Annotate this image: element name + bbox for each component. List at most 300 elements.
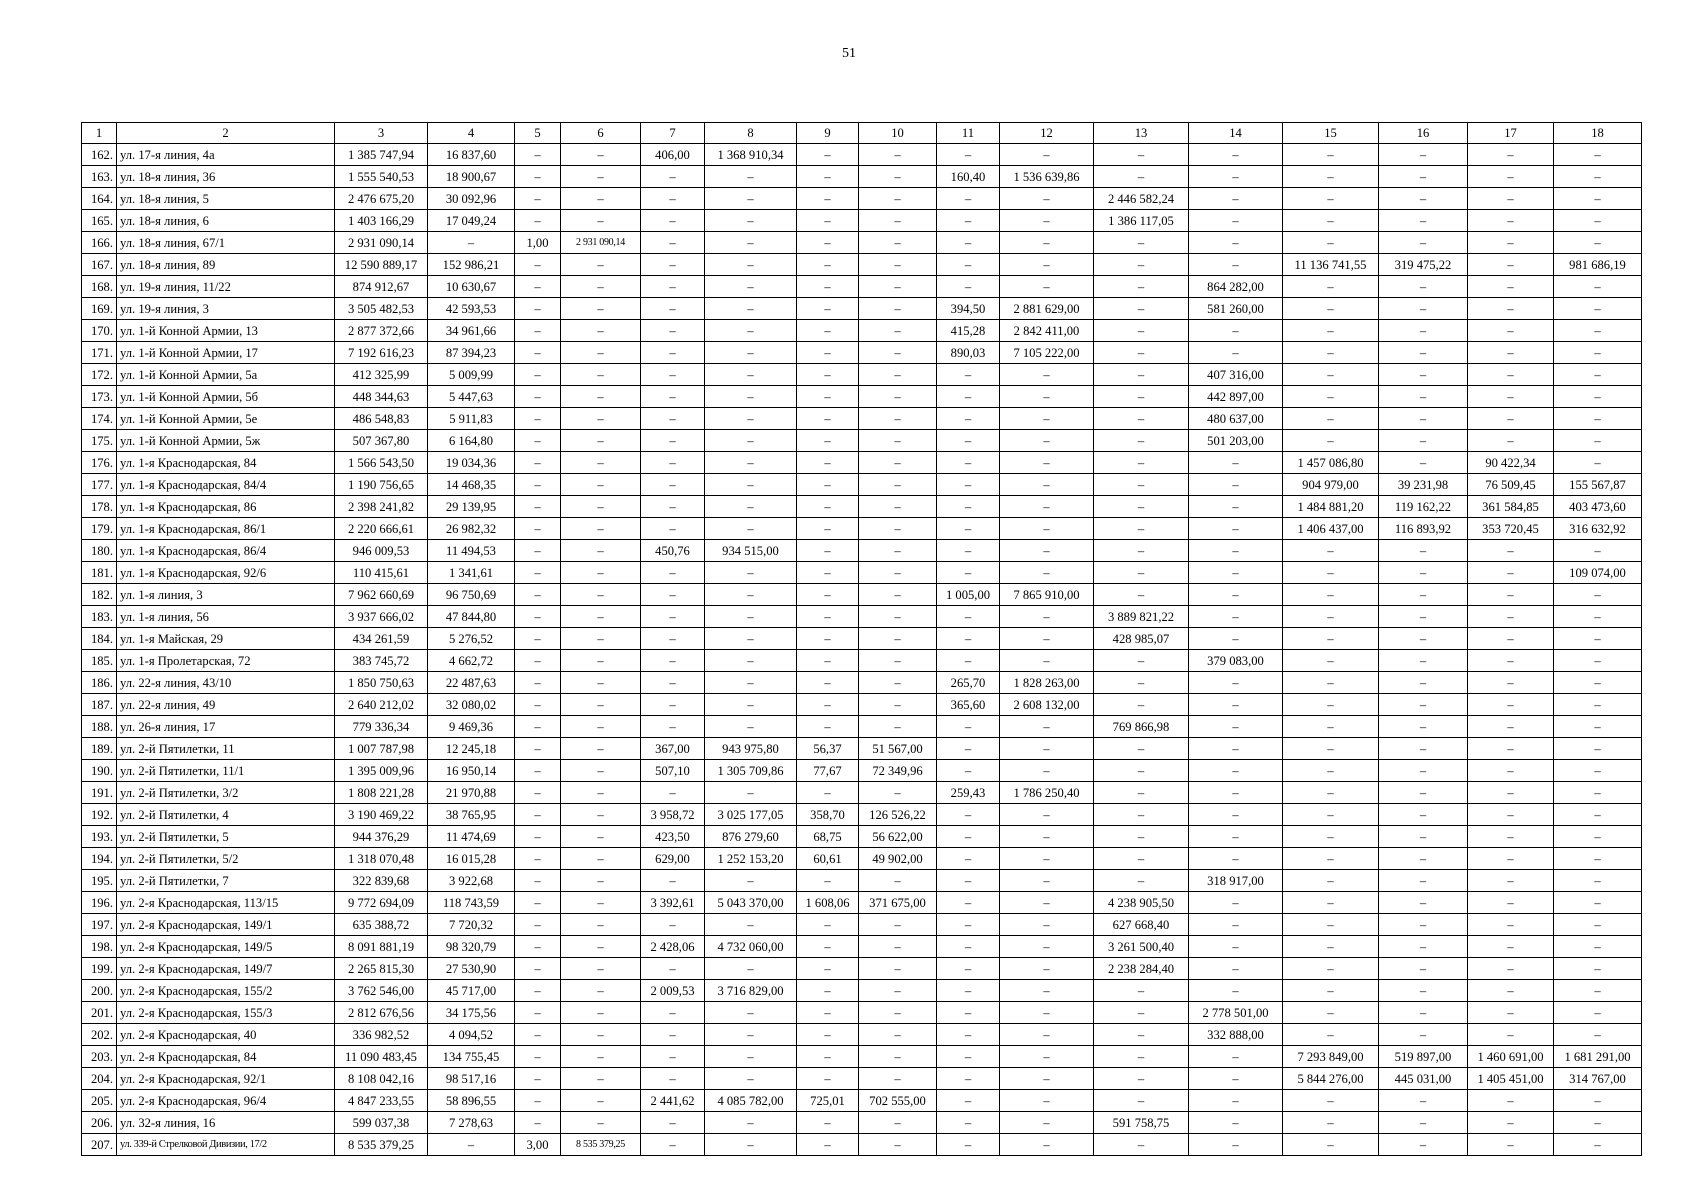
value-cell: 1 395 009,96	[335, 760, 428, 782]
value-cell: –	[515, 540, 561, 562]
value-cell: –	[561, 782, 641, 804]
value-cell: –	[1468, 650, 1554, 672]
value-cell: 12 590 889,17	[335, 254, 428, 276]
value-cell: –	[1094, 738, 1189, 760]
value-cell: –	[937, 716, 1000, 738]
value-cell: –	[1554, 430, 1642, 452]
value-cell: –	[561, 870, 641, 892]
value-cell: –	[1283, 386, 1379, 408]
value-cell: –	[937, 1134, 1000, 1156]
value-cell: –	[515, 1068, 561, 1090]
value-cell: 371 675,00	[859, 892, 937, 914]
value-cell: 318 917,00	[1189, 870, 1283, 892]
value-cell: –	[1189, 980, 1283, 1002]
value-cell: –	[1468, 364, 1554, 386]
table-row	[82, 870, 1642, 892]
value-cell: –	[1468, 1134, 1554, 1156]
value-cell: –	[859, 232, 937, 254]
value-cell: –	[1468, 232, 1554, 254]
row-number-cell: 164.	[82, 188, 117, 210]
value-cell: 3 922,68	[428, 870, 515, 892]
table-row	[82, 474, 1642, 496]
table-row	[82, 1090, 1642, 1112]
value-cell: 1 190 756,65	[335, 474, 428, 496]
row-number-cell: 201.	[82, 1002, 117, 1024]
value-cell: –	[1094, 1068, 1189, 1090]
value-cell: –	[1189, 540, 1283, 562]
value-cell: –	[705, 364, 797, 386]
value-cell: –	[515, 496, 561, 518]
value-cell: 3 392,61	[641, 892, 705, 914]
value-cell: –	[1283, 188, 1379, 210]
row-number-cell: 186.	[82, 672, 117, 694]
value-cell: 4 094,52	[428, 1024, 515, 1046]
value-cell: –	[797, 694, 859, 716]
value-cell: –	[797, 606, 859, 628]
value-cell: –	[641, 694, 705, 716]
value-cell: –	[641, 716, 705, 738]
row-number-cell: 196.	[82, 892, 117, 914]
value-cell: 3 505 482,53	[335, 298, 428, 320]
address-cell: ул. 2-я Краснодарская, 40	[117, 1024, 335, 1046]
value-cell: –	[1189, 738, 1283, 760]
value-cell: 450,76	[641, 540, 705, 562]
value-cell: –	[641, 914, 705, 936]
value-cell: –	[561, 738, 641, 760]
value-cell: –	[1379, 958, 1468, 980]
value-cell: –	[1000, 540, 1094, 562]
address-cell: ул. 1-я Краснодарская, 92/6	[117, 562, 335, 584]
value-cell: –	[1189, 188, 1283, 210]
value-cell: –	[1189, 254, 1283, 276]
value-cell: –	[705, 562, 797, 584]
value-cell: 2 398 241,82	[335, 496, 428, 518]
table-row	[82, 232, 1642, 254]
value-cell: –	[1379, 606, 1468, 628]
value-cell: –	[1379, 562, 1468, 584]
value-cell: –	[937, 1024, 1000, 1046]
value-cell: –	[1554, 584, 1642, 606]
value-cell: –	[428, 1134, 515, 1156]
value-cell: 403 473,60	[1554, 496, 1642, 518]
value-cell: –	[641, 364, 705, 386]
value-cell: –	[515, 518, 561, 540]
value-cell: –	[1283, 1002, 1379, 1024]
value-cell: –	[1554, 188, 1642, 210]
value-cell: –	[1283, 760, 1379, 782]
table-row	[82, 782, 1642, 804]
value-cell: –	[859, 518, 937, 540]
value-cell: –	[515, 914, 561, 936]
value-cell: –	[937, 386, 1000, 408]
value-cell: 353 720,45	[1468, 518, 1554, 540]
value-cell: –	[641, 298, 705, 320]
value-cell: 7 192 616,23	[335, 342, 428, 364]
row-number-cell: 180.	[82, 540, 117, 562]
value-cell: 49 902,00	[859, 848, 937, 870]
value-cell: –	[1000, 430, 1094, 452]
column-number: 15	[1283, 123, 1379, 144]
value-cell: –	[1189, 1090, 1283, 1112]
value-cell: 1 828 263,00	[1000, 672, 1094, 694]
value-cell: –	[937, 144, 1000, 166]
address-cell: ул. 2-я Краснодарская, 96/4	[117, 1090, 335, 1112]
value-cell: –	[859, 364, 937, 386]
value-cell: –	[561, 364, 641, 386]
address-cell: ул. 2-я Краснодарская, 149/7	[117, 958, 335, 980]
value-cell: 51 567,00	[859, 738, 937, 760]
value-cell: –	[428, 232, 515, 254]
row-number-cell: 165.	[82, 210, 117, 232]
value-cell: –	[859, 584, 937, 606]
value-cell: –	[1468, 870, 1554, 892]
value-cell: –	[1554, 1002, 1642, 1024]
value-cell: –	[1283, 980, 1379, 1002]
value-cell: 87 394,23	[428, 342, 515, 364]
value-cell: 8 091 881,19	[335, 936, 428, 958]
value-cell: 946 009,53	[335, 540, 428, 562]
value-cell: –	[1000, 606, 1094, 628]
value-cell: –	[561, 1002, 641, 1024]
value-cell: –	[859, 1134, 937, 1156]
value-cell: 7 865 910,00	[1000, 584, 1094, 606]
table-row	[82, 936, 1642, 958]
value-cell: –	[1094, 1090, 1189, 1112]
value-cell: –	[1554, 276, 1642, 298]
value-cell: 1 005,00	[937, 584, 1000, 606]
row-number-cell: 178.	[82, 496, 117, 518]
column-number: 10	[859, 123, 937, 144]
value-cell: 42 593,53	[428, 298, 515, 320]
row-number-cell: 171.	[82, 342, 117, 364]
value-cell: –	[797, 364, 859, 386]
value-cell: –	[641, 232, 705, 254]
value-cell: –	[937, 452, 1000, 474]
value-cell: 18 900,67	[428, 166, 515, 188]
address-cell: ул. 2-я Краснодарская, 155/3	[117, 1002, 335, 1024]
value-cell: –	[1554, 606, 1642, 628]
address-cell: ул. 2-я Краснодарская, 155/2	[117, 980, 335, 1002]
value-cell: –	[1094, 672, 1189, 694]
value-cell: –	[797, 562, 859, 584]
value-cell: –	[561, 650, 641, 672]
value-cell: –	[515, 1024, 561, 1046]
value-cell: –	[1468, 430, 1554, 452]
value-cell: 876 279,60	[705, 826, 797, 848]
value-cell: –	[1283, 364, 1379, 386]
value-cell: –	[1283, 628, 1379, 650]
value-cell: –	[859, 870, 937, 892]
value-cell: –	[1189, 672, 1283, 694]
value-cell: –	[1094, 342, 1189, 364]
value-cell: –	[797, 232, 859, 254]
row-number-cell: 205.	[82, 1090, 117, 1112]
value-cell: –	[561, 1046, 641, 1068]
value-cell: 29 139,95	[428, 496, 515, 518]
row-number-cell: 175.	[82, 430, 117, 452]
value-cell: –	[1468, 804, 1554, 826]
row-number-cell: 189.	[82, 738, 117, 760]
value-cell: –	[1468, 210, 1554, 232]
value-cell: –	[859, 320, 937, 342]
value-cell: 68,75	[797, 826, 859, 848]
value-cell: –	[561, 276, 641, 298]
value-cell: –	[515, 584, 561, 606]
value-cell: –	[561, 606, 641, 628]
value-cell: –	[859, 452, 937, 474]
value-cell: –	[705, 870, 797, 892]
value-cell: –	[797, 298, 859, 320]
value-cell: 890,03	[937, 342, 1000, 364]
value-cell: –	[1379, 276, 1468, 298]
value-cell: 2 812 676,56	[335, 1002, 428, 1024]
value-cell: –	[1283, 584, 1379, 606]
value-cell: –	[937, 914, 1000, 936]
value-cell: –	[1189, 496, 1283, 518]
value-cell: 76 509,45	[1468, 474, 1554, 496]
value-cell: 406,00	[641, 144, 705, 166]
value-cell: 412 325,99	[335, 364, 428, 386]
value-cell: 7 105 222,00	[1000, 342, 1094, 364]
column-number: 5	[515, 123, 561, 144]
row-number-cell: 182.	[82, 584, 117, 606]
value-cell: –	[561, 1090, 641, 1112]
address-cell: ул. 2-й Пятилетки, 11/1	[117, 760, 335, 782]
value-cell: –	[1468, 716, 1554, 738]
value-cell: –	[1000, 870, 1094, 892]
value-cell: –	[797, 650, 859, 672]
value-cell: 1 318 070,48	[335, 848, 428, 870]
value-cell: 19 034,36	[428, 452, 515, 474]
value-cell: –	[1189, 562, 1283, 584]
value-cell: –	[1094, 254, 1189, 276]
value-cell: –	[1000, 1134, 1094, 1156]
value-cell: –	[1379, 452, 1468, 474]
value-cell: 3 937 666,02	[335, 606, 428, 628]
value-cell: –	[561, 210, 641, 232]
value-cell: –	[797, 276, 859, 298]
value-cell: –	[937, 232, 1000, 254]
value-cell: 116 893,92	[1379, 518, 1468, 540]
value-cell: –	[1379, 936, 1468, 958]
value-cell: 119 162,22	[1379, 496, 1468, 518]
value-cell: –	[1554, 452, 1642, 474]
value-cell: –	[561, 474, 641, 496]
table-row	[82, 540, 1642, 562]
table-row	[82, 606, 1642, 628]
address-cell: ул. 2-я Краснодарская, 113/15	[117, 892, 335, 914]
value-cell: –	[1379, 232, 1468, 254]
value-cell: 56,37	[797, 738, 859, 760]
value-cell: –	[1283, 210, 1379, 232]
value-cell: –	[515, 452, 561, 474]
value-cell: –	[705, 386, 797, 408]
value-cell: 109 074,00	[1554, 562, 1642, 584]
value-cell: 60,61	[797, 848, 859, 870]
address-cell: ул. 1-я линия, 3	[117, 584, 335, 606]
value-cell: –	[1468, 958, 1554, 980]
value-cell: –	[515, 188, 561, 210]
value-cell: –	[859, 386, 937, 408]
value-cell: 155 567,87	[1554, 474, 1642, 496]
address-cell: ул. 339-й Стрелковой Дивизии, 17/2	[117, 1134, 335, 1156]
value-cell: –	[1468, 782, 1554, 804]
row-number-cell: 200.	[82, 980, 117, 1002]
value-cell: –	[1468, 672, 1554, 694]
value-cell: 3 958,72	[641, 804, 705, 826]
value-cell: –	[1554, 716, 1642, 738]
address-cell: ул. 1-я Майская, 29	[117, 628, 335, 650]
value-cell: 2 608 132,00	[1000, 694, 1094, 716]
value-cell: –	[1468, 760, 1554, 782]
value-cell: 501 203,00	[1189, 430, 1283, 452]
table-row	[82, 1068, 1642, 1090]
table-row	[82, 518, 1642, 540]
value-cell: –	[1379, 694, 1468, 716]
value-cell: 3 025 177,05	[705, 804, 797, 826]
value-cell: –	[1554, 892, 1642, 914]
value-cell: 4 662,72	[428, 650, 515, 672]
value-cell: 5 911,83	[428, 408, 515, 430]
table-row	[82, 892, 1642, 914]
table-row	[82, 1112, 1642, 1134]
value-cell: –	[1000, 760, 1094, 782]
value-cell: 11 136 741,55	[1283, 254, 1379, 276]
value-cell: –	[1000, 364, 1094, 386]
value-cell: –	[1094, 540, 1189, 562]
value-cell: –	[1283, 144, 1379, 166]
value-cell: 944 376,29	[335, 826, 428, 848]
value-cell: –	[859, 628, 937, 650]
value-cell: –	[561, 936, 641, 958]
value-cell: –	[641, 870, 705, 892]
address-cell: ул. 1-я Краснодарская, 84	[117, 452, 335, 474]
value-cell: –	[705, 342, 797, 364]
value-cell: –	[561, 760, 641, 782]
value-cell: –	[515, 1002, 561, 1024]
value-cell: –	[1189, 210, 1283, 232]
value-cell: –	[1283, 540, 1379, 562]
value-cell: 10 630,67	[428, 276, 515, 298]
value-cell: –	[1379, 320, 1468, 342]
value-cell: –	[797, 584, 859, 606]
value-cell: –	[797, 980, 859, 1002]
value-cell: –	[641, 320, 705, 342]
value-cell: –	[1379, 1112, 1468, 1134]
address-cell: ул. 2-й Пятилетки, 5/2	[117, 848, 335, 870]
address-cell: ул. 1-я Пролетарская, 72	[117, 650, 335, 672]
value-cell: 134 755,45	[428, 1046, 515, 1068]
value-cell: –	[1554, 342, 1642, 364]
table-row	[82, 144, 1642, 166]
value-cell: 3 716 829,00	[705, 980, 797, 1002]
value-cell: –	[1554, 1134, 1642, 1156]
value-cell: –	[641, 342, 705, 364]
value-cell: –	[1554, 166, 1642, 188]
value-cell: 2 881 629,00	[1000, 298, 1094, 320]
table-row	[82, 364, 1642, 386]
value-cell: –	[1379, 342, 1468, 364]
table-row	[82, 804, 1642, 826]
value-cell: 6 164,80	[428, 430, 515, 452]
table-row	[82, 430, 1642, 452]
value-cell: –	[1094, 276, 1189, 298]
value-cell: –	[1554, 804, 1642, 826]
value-cell: –	[1283, 342, 1379, 364]
value-cell: –	[641, 1046, 705, 1068]
address-cell: ул. 26-я линия, 17	[117, 716, 335, 738]
value-cell: –	[1468, 694, 1554, 716]
value-cell: 27 530,90	[428, 958, 515, 980]
value-cell: 428 985,07	[1094, 628, 1189, 650]
value-cell: 7 720,32	[428, 914, 515, 936]
value-cell: 2 640 212,02	[335, 694, 428, 716]
value-cell: 30 092,96	[428, 188, 515, 210]
value-cell: –	[859, 166, 937, 188]
value-cell: 58 896,55	[428, 1090, 515, 1112]
value-cell: –	[937, 474, 1000, 496]
address-cell: ул. 1-й Конной Армии, 5ж	[117, 430, 335, 452]
column-number: 16	[1379, 123, 1468, 144]
value-cell: –	[1283, 1090, 1379, 1112]
value-cell: 47 844,80	[428, 606, 515, 628]
value-cell: –	[1189, 1068, 1283, 1090]
value-cell: –	[1554, 320, 1642, 342]
value-cell: 7 278,63	[428, 1112, 515, 1134]
row-number-cell: 168.	[82, 276, 117, 298]
value-cell: –	[1094, 782, 1189, 804]
table-row	[82, 562, 1642, 584]
value-cell: –	[937, 936, 1000, 958]
value-cell: 407 316,00	[1189, 364, 1283, 386]
value-cell: 365,60	[937, 694, 1000, 716]
address-cell: ул. 2-я Краснодарская, 92/1	[117, 1068, 335, 1090]
table-body	[82, 144, 1642, 1156]
value-cell: 110 415,61	[335, 562, 428, 584]
value-cell: –	[1468, 276, 1554, 298]
value-cell: –	[515, 562, 561, 584]
value-cell: –	[705, 452, 797, 474]
value-cell: –	[515, 936, 561, 958]
value-cell: –	[1094, 320, 1189, 342]
value-cell: –	[1554, 672, 1642, 694]
column-number: 1	[82, 123, 117, 144]
value-cell: –	[1468, 562, 1554, 584]
value-cell: –	[859, 342, 937, 364]
address-cell: ул. 1-я Краснодарская, 86	[117, 496, 335, 518]
value-cell: –	[1189, 782, 1283, 804]
table-row	[82, 628, 1642, 650]
value-cell: –	[561, 430, 641, 452]
value-cell: –	[1379, 650, 1468, 672]
column-number: 4	[428, 123, 515, 144]
column-number: 18	[1554, 123, 1642, 144]
value-cell: –	[1554, 1090, 1642, 1112]
value-cell: –	[705, 518, 797, 540]
table-row	[82, 914, 1642, 936]
value-cell: –	[1554, 936, 1642, 958]
value-cell: –	[641, 408, 705, 430]
value-cell: –	[1283, 606, 1379, 628]
value-cell: 1 536 639,86	[1000, 166, 1094, 188]
address-cell: ул. 1-я Краснодарская, 84/4	[117, 474, 335, 496]
value-cell: –	[859, 650, 937, 672]
value-cell: –	[1468, 166, 1554, 188]
value-cell: 32 080,02	[428, 694, 515, 716]
value-cell: –	[1000, 1002, 1094, 1024]
value-cell: –	[797, 496, 859, 518]
value-cell: 1,00	[515, 232, 561, 254]
